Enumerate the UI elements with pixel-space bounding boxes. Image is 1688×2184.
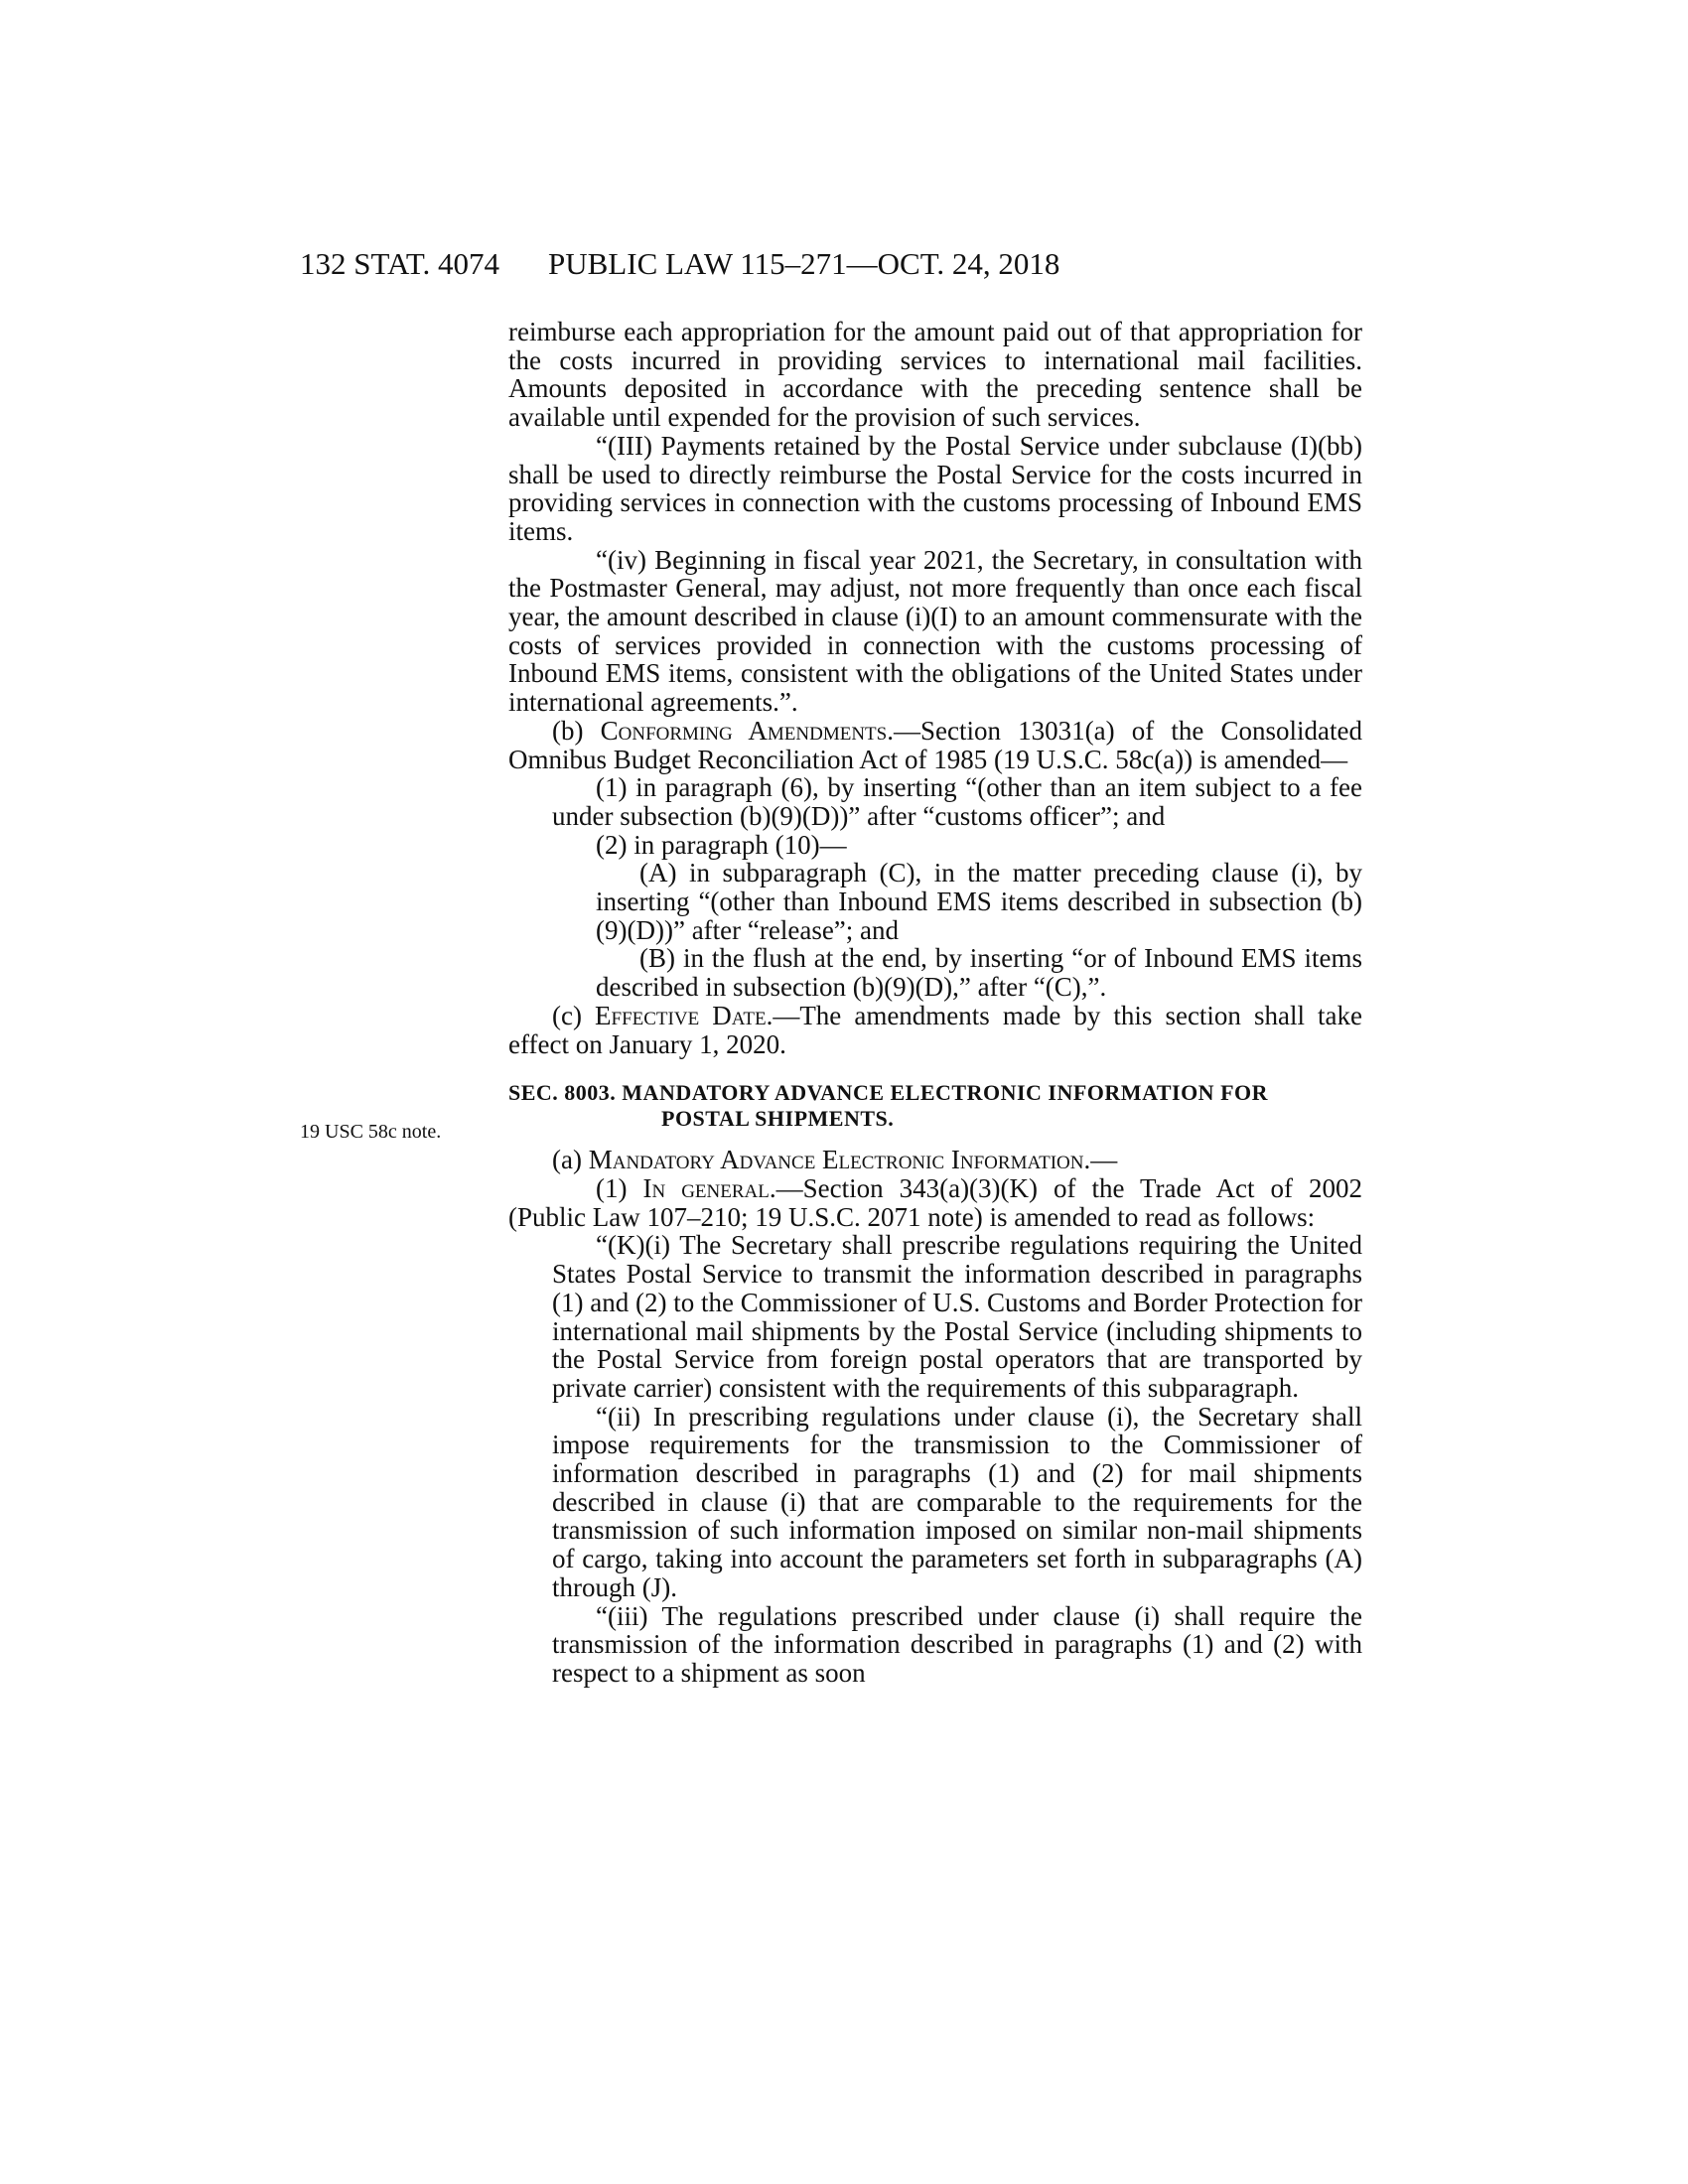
para-text: .—The amendments made by this section shall take effect on January 1, 2020. [508, 1000, 1362, 1059]
paragraph [508, 1174, 1362, 1231]
para-text: .— [1083, 1145, 1118, 1175]
paragraph: “(ii) In prescribing regulations under clause (i), the Secretary shall impose requirements for the transmission to the Commissioner of information described in paragraphs (1) and (2) for mail shipments described in clause (i) that are comparable to the requirements for the transmission of such information imposed on similar non-mail shipments of cargo, taking into account the parameters set forth in subparagraphs (A) through (J). [552, 1401, 1362, 1602]
para-heading: Mandatory Advance Electronic Information [588, 1145, 1084, 1175]
para-label: (1) [596, 1172, 643, 1203]
page-title: PUBLIC LAW 115–271—OCT. 24, 2018 [548, 246, 1060, 281]
paragraph: “(iv) Beginning in fiscal year 2021, the Secretary, in consultation with the Postmaster General, may adjust, not more frequently than once each fiscal year, the amount described in clause (i)(I) to an amount commensurate with the costs of services provided in connection with the customs processing of Inbound EMS items, consistent with the obligations of the United States under international agreements.”. [508, 544, 1362, 718]
section-heading-line: SEC. 8003. MANDATORY ADVANCE ELECTRONIC INFORMATION FOR [508, 1080, 1269, 1106]
para-heading: In general [642, 1172, 770, 1203]
page-header [0, 246, 1688, 286]
section-heading-line: POSTAL SHIPMENTS. [661, 1106, 895, 1132]
margin-note: 19 USC 58c note. [300, 1121, 442, 1143]
para-text: .—Section 343(a)(3)(K) of the Trade Act of 2002 (Public Law 107–210; 19 U.S.C. 2071 note) is amended to read as follows: [508, 1172, 1362, 1232]
para-label: (a) [552, 1145, 589, 1175]
paragraph: “(K)(i) The Secretary shall prescribe regulations requiring the United States Postal Service to transmit the information described in paragraphs (1) and (2) to the Commissioner of U.S. Customs and Border Protection for international mail shipments by the Postal Service (including shipments to the Postal Service from foreign postal operators that are transported by private carrier) consistent with the requirements of this subparagraph. [552, 1230, 1362, 1403]
paragraph: (B) in the flush at the end, by inserting “or of Inbound EMS items described in subsection (b)(9)(D),” after “(C),”. [596, 943, 1362, 1003]
para-label: (c) [552, 1000, 596, 1030]
paragraph: reimburse each appropriation for the amount paid out of that appropriation for the costs incurred in providing services to international mail facilities. Amounts deposited in accordance with the preceding sentence shall be available until expended for the provision of such services. [508, 317, 1362, 433]
paragraph: “(iii) The regulations prescribed under clause (i) shall require the transmission of the information described in paragraphs (1) and (2) with respect to a shipment as soon [552, 1600, 1362, 1688]
statute-citation: 132 STAT. 4074 [300, 246, 500, 281]
paragraph [508, 1002, 1362, 1058]
para-heading: Conforming Amendments [600, 715, 888, 746]
section-heading [508, 1080, 1362, 1132]
body-text [508, 318, 1362, 1688]
para-text: .—Section 13031(a) of the Consolidated Omnibus Budget Reconciliation Act of 1985 (19 U.S.C. 58c(a)) is amended— [508, 715, 1363, 774]
paragraph [508, 1146, 1362, 1174]
paragraph [508, 717, 1362, 773]
paragraph: (A) in subparagraph (C), in the matter preceding clause (i), by inserting “(other than Inbound EMS items described in subsection (b)(9)(D))” after “release”; and [596, 858, 1362, 945]
paragraph: “(III) Payments retained by the Postal Service under subclause (I)(bb) shall be used to directly reimburse the Postal Service for the costs incurred in providing services in connection with the customs processing of Inbound EMS items. [508, 430, 1362, 546]
paragraph: (2) in paragraph (10)— [596, 829, 847, 860]
para-heading: Effective Date [595, 1000, 767, 1030]
paragraph: (1) in paragraph (6), by inserting “(other than an item subject to a fee under subsection (b)(9)(D))” after “customs officer”; and [552, 772, 1362, 831]
para-label: (b) [552, 715, 601, 746]
